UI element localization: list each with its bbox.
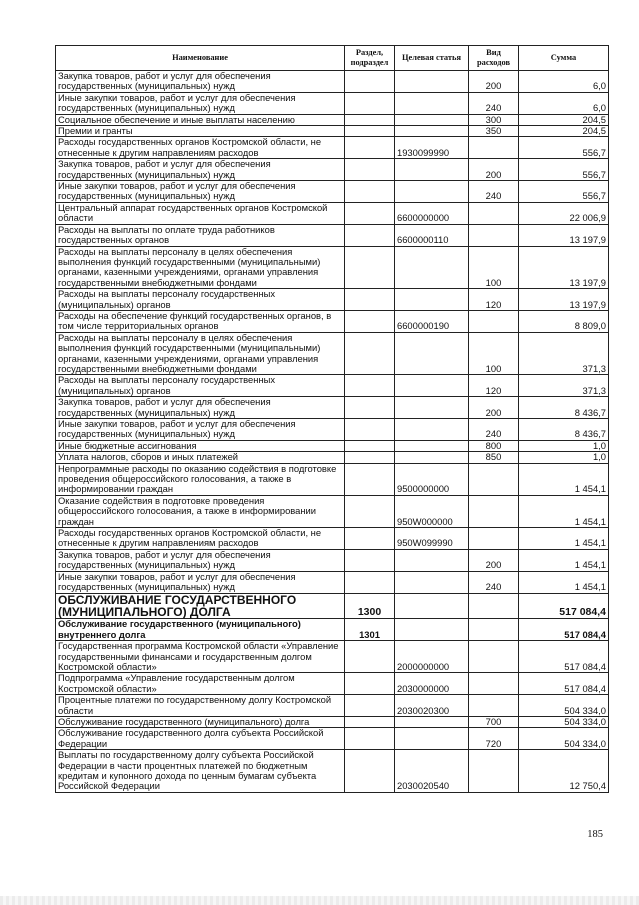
table-row: [56, 495, 609, 527]
cell-section: 1300: [345, 593, 395, 619]
cell-sum: 6,0: [519, 92, 609, 114]
cell-target: [395, 92, 469, 114]
cell-target: [395, 181, 469, 203]
cell-name: Иные закупки товаров, работ и услуг для обеспечения государственных (муниципальных) нужд: [56, 181, 345, 203]
cell-expense: 100: [469, 332, 519, 375]
cell-name: Центральный аппарат государственных органов Костромской области: [56, 202, 345, 224]
table-row: [56, 126, 609, 137]
table-row: [56, 137, 609, 159]
cell-sum: 204,5: [519, 126, 609, 137]
cell-name: Расходы на обеспечение функций государственных органов, в том числе территориальных органов: [56, 310, 345, 332]
cell-expense: [469, 695, 519, 717]
table-row: [56, 310, 609, 332]
cell-expense: [469, 750, 519, 793]
cell-section: [345, 571, 395, 593]
table-row: [56, 571, 609, 593]
cell-name: Закупка товаров, работ и услуг для обеспечения государственных (муниципальных) нужд: [56, 549, 345, 571]
cell-sum: 556,7: [519, 181, 609, 203]
cell-name: Социальное обеспечение и иные выплаты населению: [56, 114, 345, 125]
cell-expense: 240: [469, 419, 519, 441]
cell-sum: 13 197,9: [519, 289, 609, 311]
cell-section: [345, 224, 395, 246]
cell-target: [395, 246, 469, 289]
cell-target: [395, 440, 469, 451]
page-number: 185: [587, 829, 603, 840]
cell-expense: 100: [469, 246, 519, 289]
cell-target: [395, 71, 469, 93]
cell-expense: [469, 224, 519, 246]
cell-sum: 1,0: [519, 452, 609, 463]
cell-name: Обслуживание государственного (муниципального) долга: [56, 716, 345, 727]
cell-expense: [469, 641, 519, 673]
cell-expense: 120: [469, 289, 519, 311]
cell-section: [345, 641, 395, 673]
cell-section: [345, 159, 395, 181]
header-expense: Вид расходов: [469, 46, 519, 71]
cell-expense: [469, 202, 519, 224]
cell-sum: 204,5: [519, 114, 609, 125]
header-target: Целевая статья: [395, 46, 469, 71]
table-row: [56, 202, 609, 224]
cell-section: [345, 71, 395, 93]
table-row: [56, 716, 609, 727]
table-row: [56, 92, 609, 114]
cell-section: [345, 440, 395, 451]
cell-section: [345, 202, 395, 224]
table-header-row: [56, 46, 609, 71]
cell-target: [395, 419, 469, 441]
cell-sum: 556,7: [519, 137, 609, 159]
cell-name: Расходы на выплаты персоналу в целях обеспечения выполнения функций государственными (муниципальными) органами, казенными учреждениями, органами управления государственными внебюджетными фондами: [56, 332, 345, 375]
cell-section: [345, 181, 395, 203]
cell-target: [395, 452, 469, 463]
cell-sum: 371,3: [519, 375, 609, 397]
cell-section: [345, 728, 395, 750]
cell-expense: [469, 528, 519, 550]
cell-name: Расходы на выплаты по оплате труда работников государственных органов: [56, 224, 345, 246]
cell-section: [345, 419, 395, 441]
header-name: Наименование: [56, 46, 345, 71]
cell-name: Расходы на выплаты персоналу государственных (муниципальных) органов: [56, 289, 345, 311]
cell-expense: [469, 463, 519, 495]
cell-section: 1301: [345, 619, 395, 641]
cell-expense: 300: [469, 114, 519, 125]
cell-expense: 240: [469, 92, 519, 114]
cell-expense: 120: [469, 375, 519, 397]
cell-target: 6600000110: [395, 224, 469, 246]
cell-expense: 200: [469, 159, 519, 181]
cell-name: Премии и гранты: [56, 126, 345, 137]
cell-section: [345, 246, 395, 289]
cell-sum: 8 436,7: [519, 419, 609, 441]
cell-sum: 371,3: [519, 332, 609, 375]
cell-name: Оказание содействия в подготовке проведения общероссийского голосования, а также в информировании граждан: [56, 495, 345, 527]
table-row: [56, 440, 609, 451]
table-row: [56, 289, 609, 311]
cell-target: 2030000000: [395, 673, 469, 695]
cell-section: [345, 528, 395, 550]
cell-name: Государственная программа Костромской области «Управление государственными финансами и государственным долгом Костромской области»: [56, 641, 345, 673]
cell-section: [345, 695, 395, 717]
cell-target: 6600000190: [395, 310, 469, 332]
table-row: [56, 593, 609, 619]
cell-target: 2030020540: [395, 750, 469, 793]
table-row: [56, 71, 609, 93]
table-row: [56, 641, 609, 673]
table-row: [56, 246, 609, 289]
cell-target: [395, 126, 469, 137]
cell-section: [345, 463, 395, 495]
table-row: [56, 181, 609, 203]
cell-name: Иные бюджетные ассигнования: [56, 440, 345, 451]
cell-expense: [469, 673, 519, 695]
cell-name: Подпрограмма «Управление государственным долгом Костромской области»: [56, 673, 345, 695]
cell-expense: 700: [469, 716, 519, 727]
table-row: [56, 528, 609, 550]
cell-section: [345, 397, 395, 419]
cell-target: 950W099990: [395, 528, 469, 550]
cell-target: [395, 159, 469, 181]
cell-expense: [469, 495, 519, 527]
cell-sum: 1,0: [519, 440, 609, 451]
cell-name: Иные закупки товаров, работ и услуг для обеспечения государственных (муниципальных) нужд: [56, 419, 345, 441]
cell-target: [395, 593, 469, 619]
table-body: [56, 71, 609, 793]
cell-section: [345, 750, 395, 793]
cell-sum: 13 197,9: [519, 224, 609, 246]
cell-expense: [469, 593, 519, 619]
cell-expense: 720: [469, 728, 519, 750]
cell-name: Обслуживание государственного долга субъекта Российской Федерации: [56, 728, 345, 750]
table-row: [56, 224, 609, 246]
cell-section: [345, 310, 395, 332]
cell-sum: 1 454,1: [519, 571, 609, 593]
cell-target: [395, 397, 469, 419]
table-row: [56, 728, 609, 750]
cell-expense: 200: [469, 397, 519, 419]
cell-sum: 1 454,1: [519, 463, 609, 495]
cell-expense: [469, 137, 519, 159]
cell-sum: 6,0: [519, 71, 609, 93]
cell-section: [345, 495, 395, 527]
cell-sum: 12 750,4: [519, 750, 609, 793]
cell-section: [345, 716, 395, 727]
cell-expense: 800: [469, 440, 519, 451]
cell-expense: 200: [469, 549, 519, 571]
table-row: [56, 673, 609, 695]
cell-section: [345, 289, 395, 311]
table-row: [56, 114, 609, 125]
cell-name: Закупка товаров, работ и услуг для обеспечения государственных (муниципальных) нужд: [56, 159, 345, 181]
table-row: [56, 159, 609, 181]
cell-sum: 517 084,4: [519, 641, 609, 673]
cell-sum: 22 006,9: [519, 202, 609, 224]
table-row: [56, 619, 609, 641]
cell-name: ОБСЛУЖИВАНИЕ ГОСУДАРСТВЕННОГО (МУНИЦИПАЛЬНОГО) ДОЛГА: [56, 593, 345, 619]
table-row: [56, 452, 609, 463]
cell-target: 1930099990: [395, 137, 469, 159]
cell-section: [345, 375, 395, 397]
cell-target: 950W000000: [395, 495, 469, 527]
cell-expense: 350: [469, 126, 519, 137]
cell-section: [345, 137, 395, 159]
cell-name: Выплаты по государственному долгу субъекта Российской Федерации в части процентных платежей по бюджетным кредитам и купонного дохода по ценным бумагам субъекта Российской Федерации: [56, 750, 345, 793]
cell-sum: 1 454,1: [519, 495, 609, 527]
cell-expense: [469, 310, 519, 332]
cell-target: [395, 375, 469, 397]
scan-edge: [0, 896, 639, 905]
cell-expense: 240: [469, 571, 519, 593]
cell-name: Иные закупки товаров, работ и услуг для обеспечения государственных (муниципальных) нужд: [56, 571, 345, 593]
cell-sum: 556,7: [519, 159, 609, 181]
cell-expense: [469, 619, 519, 641]
header-sum: Сумма: [519, 46, 609, 71]
cell-sum: 1 454,1: [519, 528, 609, 550]
cell-name: Расходы государственных органов Костромской области, не отнесенные к другим направлениям расходов: [56, 528, 345, 550]
cell-sum: 504 334,0: [519, 716, 609, 727]
table-row: [56, 549, 609, 571]
cell-name: Расходы на выплаты персоналу в целях обеспечения выполнения функций государственными (муниципальными) органами, казенными учреждениями, органами управления государственными внебюджетными фондами: [56, 246, 345, 289]
cell-sum: 504 334,0: [519, 695, 609, 717]
table-row: [56, 419, 609, 441]
cell-expense: 850: [469, 452, 519, 463]
cell-expense: 200: [469, 71, 519, 93]
table-row: [56, 332, 609, 375]
cell-target: 9500000000: [395, 463, 469, 495]
cell-name: Обслуживание государственного (муниципального) внутреннего долга: [56, 619, 345, 641]
cell-section: [345, 452, 395, 463]
cell-target: 2030020300: [395, 695, 469, 717]
cell-expense: 240: [469, 181, 519, 203]
table-row: [56, 750, 609, 793]
cell-name: Закупка товаров, работ и услуг для обеспечения государственных (муниципальных) нужд: [56, 71, 345, 93]
cell-name: Процентные платежи по государственному долгу Костромской области: [56, 695, 345, 717]
cell-target: [395, 289, 469, 311]
cell-section: [345, 92, 395, 114]
cell-section: [345, 332, 395, 375]
cell-target: [395, 716, 469, 727]
cell-sum: 13 197,9: [519, 246, 609, 289]
table-row: [56, 375, 609, 397]
table-row: [56, 695, 609, 717]
cell-name: Закупка товаров, работ и услуг для обеспечения государственных (муниципальных) нужд: [56, 397, 345, 419]
cell-target: [395, 114, 469, 125]
cell-target: 6600000000: [395, 202, 469, 224]
cell-target: [395, 549, 469, 571]
cell-target: 2000000000: [395, 641, 469, 673]
cell-sum: 1 454,1: [519, 549, 609, 571]
cell-name: Непрограммные расходы по оказанию содействия в подготовке проведения общероссийского голосования, а также в информировании граждан: [56, 463, 345, 495]
cell-sum: 504 334,0: [519, 728, 609, 750]
cell-sum: 8 436,7: [519, 397, 609, 419]
cell-name: Расходы на выплаты персоналу государственных (муниципальных) органов: [56, 375, 345, 397]
cell-name: Уплата налогов, сборов и иных платежей: [56, 452, 345, 463]
table-row: [56, 397, 609, 419]
cell-target: [395, 571, 469, 593]
cell-target: [395, 619, 469, 641]
cell-sum: 517 084,4: [519, 673, 609, 695]
cell-section: [345, 126, 395, 137]
budget-table: [55, 45, 609, 793]
cell-target: [395, 728, 469, 750]
cell-name: Иные закупки товаров, работ и услуг для обеспечения государственных (муниципальных) нужд: [56, 92, 345, 114]
cell-sum: 517 084,4: [519, 619, 609, 641]
cell-target: [395, 332, 469, 375]
header-section: Раздел, подраздел: [345, 46, 395, 71]
cell-sum: 517 084,4: [519, 593, 609, 619]
cell-section: [345, 549, 395, 571]
table-row: [56, 463, 609, 495]
cell-section: [345, 673, 395, 695]
cell-name: Расходы государственных органов Костромской области, не отнесенные к другим направлениям расходов: [56, 137, 345, 159]
cell-section: [345, 114, 395, 125]
cell-sum: 8 809,0: [519, 310, 609, 332]
